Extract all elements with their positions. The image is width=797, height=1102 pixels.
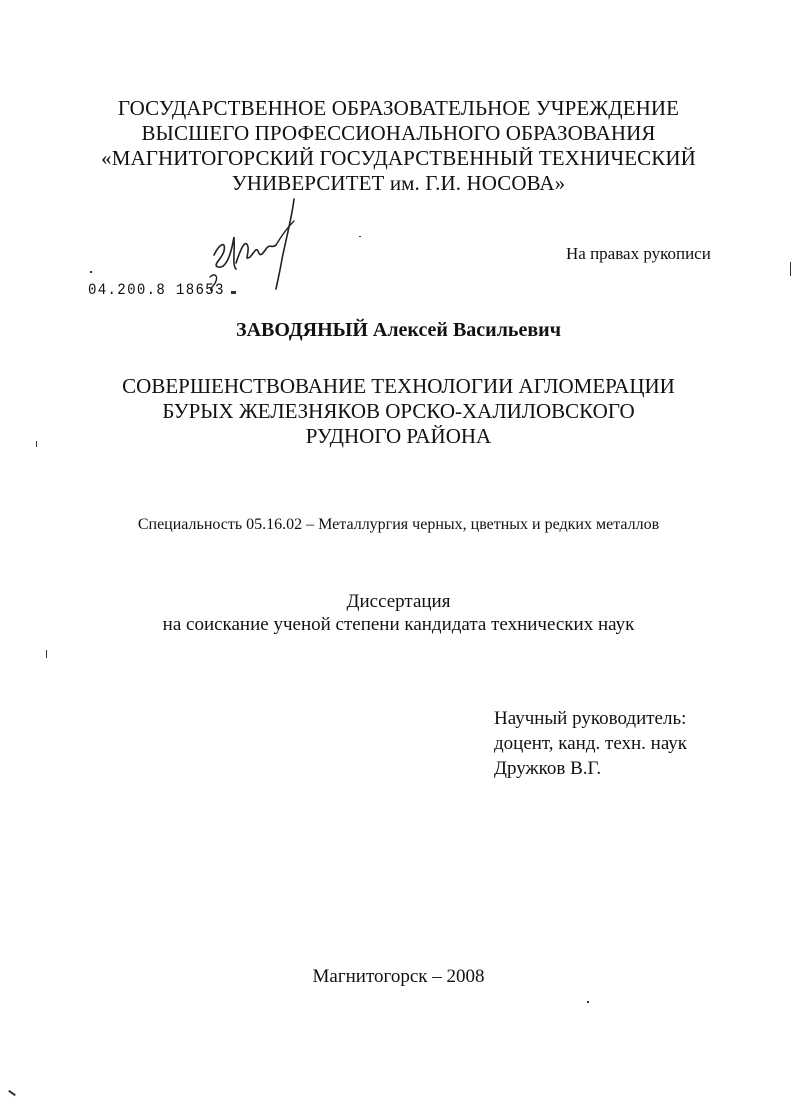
- scan-speck: [36, 441, 37, 447]
- scan-speck: [46, 650, 47, 658]
- dissertation-title: [0, 374, 797, 449]
- dissertation-heading: Диссертация: [346, 591, 451, 612]
- title-line: РУДНОГО РАЙОНА: [305, 424, 492, 448]
- city-year: [0, 965, 797, 989]
- stamp-dot: [231, 291, 236, 294]
- city-year-text: Магнитогорск – 2008: [312, 966, 485, 987]
- archive-stamp-number: 04.200.8 18653: [88, 281, 225, 299]
- scan-speck: [90, 271, 92, 273]
- scan-speck: [587, 1001, 589, 1003]
- supervisor-label: Научный руководитель:: [494, 708, 687, 729]
- scan-speck: [790, 262, 791, 276]
- institution-line: ГОСУДАРСТВЕННОЕ ОБРАЗОВАТЕЛЬНОЕ УЧРЕЖДЕНИЕ: [117, 96, 680, 120]
- institution-line: «МАГНИТОГОРСКИЙ ГОСУДАРСТВЕННЫЙ ТЕХНИЧЕСКИЙ: [101, 146, 696, 170]
- title-line: СОВЕРШЕНСТВОВАНИЕ ТЕХНОЛОГИИ АГЛОМЕРАЦИИ: [122, 374, 675, 398]
- specialty: [0, 515, 797, 535]
- manuscript-rights-note: На правах рукописи: [566, 244, 711, 263]
- institution-line: УНИВЕРСИТЕТ им. Г.И. НОСОВА»: [231, 171, 566, 195]
- title-line: БУРЫХ ЖЕЛЕЗНЯКОВ ОРСКО-ХАЛИЛОВСКОГО: [162, 399, 635, 423]
- specialty-text: Специальность 05.16.02 – Металлургия черных, цветных и редких металлов: [137, 516, 660, 533]
- institution-line: ВЫСШЕГО ПРОФЕССИОНАЛЬНОГО ОБРАЗОВАНИЯ: [141, 121, 656, 145]
- author-name-text: ЗАВОДЯНЫЙ Алексей Васильевич: [236, 319, 561, 341]
- institution-header: [0, 96, 797, 196]
- supervisor-name: Дружков В.Г.: [494, 758, 602, 779]
- dissertation-subtitle: на соискание ученой степени кандидата технических наук: [162, 614, 635, 635]
- author-name: [0, 318, 797, 342]
- scientific-supervisor: [494, 706, 687, 781]
- scan-speck: [8, 1090, 16, 1096]
- scan-speck: [359, 236, 361, 237]
- dissertation-type: [0, 590, 797, 636]
- supervisor-degree: доцент, канд. техн. наук: [494, 733, 688, 754]
